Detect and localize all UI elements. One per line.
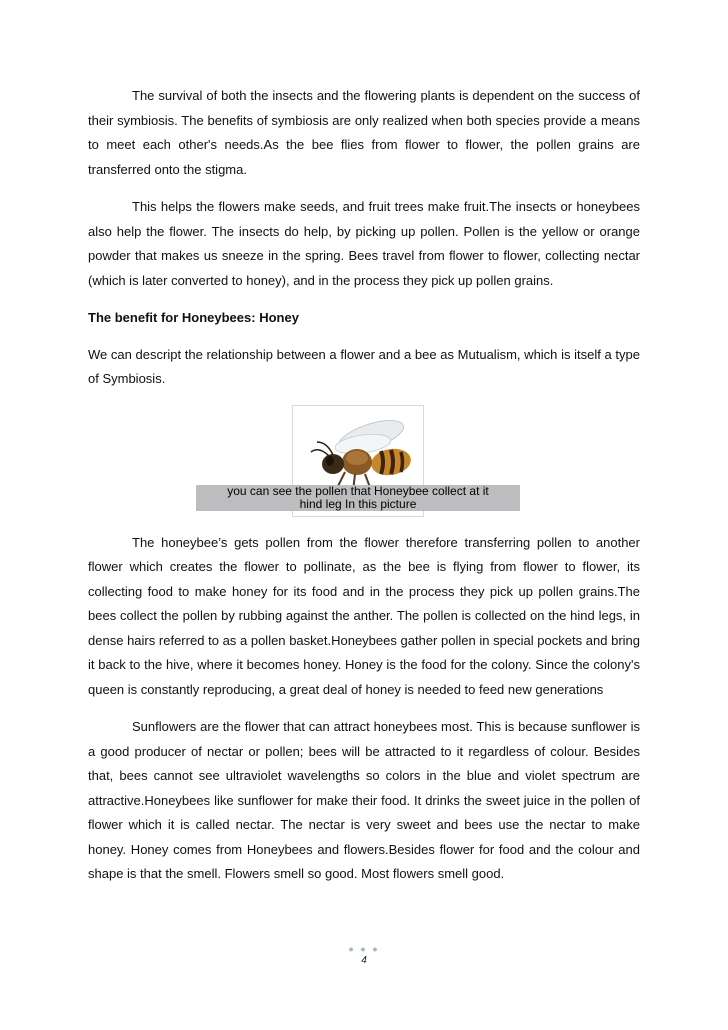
paragraph-pollen: This helps the flowers make seeds, and fruit trees make fruit.The insects or honeybees also help the flower. The insects do help, by picking up pollen. Pollen is the yellow or orange powder that makes us sneeze in the spring. Bees travel from flower to flower, collecting nectar (which is later converted to honey), and in the process they pick up pollen grains.: [88, 199, 640, 288]
section-heading: The benefit for Honeybees: Honey: [88, 310, 299, 325]
figure-caption: [196, 485, 520, 511]
page-footer: [340, 944, 388, 968]
caption-line-2: hind leg In this picture: [299, 496, 417, 511]
paragraph-honeybee-pollen: The honeybee’s gets pollen from the flower therefore transferring pollen to another flower which creates the flower to pollinate, as the bee is flying from flower to flower, its collecting food to make honey for its food and in the process they pick up pollen grains.The bees collect the pollen by rubbing against the anther. The pollen is collected on the hind legs, in dense hairs referred to as a pollen basket.Honeybees gather pollen in special pockets and bring it back to the hive, where it becomes honey. Honey is the food for the colony. Since the colony's queen is constantly reproducing, a great deal of honey is needed to feed new generations: [88, 534, 640, 697]
paragraph-sunflowers: Sunflowers are the flower that can attract honeybees most. This is because sunflower is a good producer of nectar or pollen; bees will be attracted to it regardless of colour. Besides that, bees cannot see ultraviolet wavelengths so colors in the blue and violet spectrum are attractive.Honeybees like sunflower for make their food. It drinks the sweet juice in the pollen of flower which it is called nectar. The nectar is very sweet and bees use the nectar to make honey. Honey comes from Honeybees and flowers.Besides flower for food and the colour and shape is that the smell. Flowers smell so good. Most flowers smell good.: [88, 719, 640, 881]
caption-line-1: you can see the pollen that Honeybee collect at it: [227, 483, 489, 498]
figure-honeybee: [88, 405, 640, 517]
document-page: [88, 84, 640, 900]
paragraph-symbiosis: The survival of both the insects and the flowering plants is dependent on the success of their symbiosis. The benefits of symbiosis are only realized when both species provide a means to meet each other's needs.As the bee flies from flower to flower, the pollen grains are transferred onto the stigma.: [88, 88, 640, 177]
footer-dots-icon: ● ● ●: [348, 944, 380, 954]
page-number: 4: [361, 955, 367, 966]
paragraph-mutualism: We can descript the relationship between a flower and a bee as Mutualism, which is itself a type of Symbiosis.: [88, 346, 640, 386]
